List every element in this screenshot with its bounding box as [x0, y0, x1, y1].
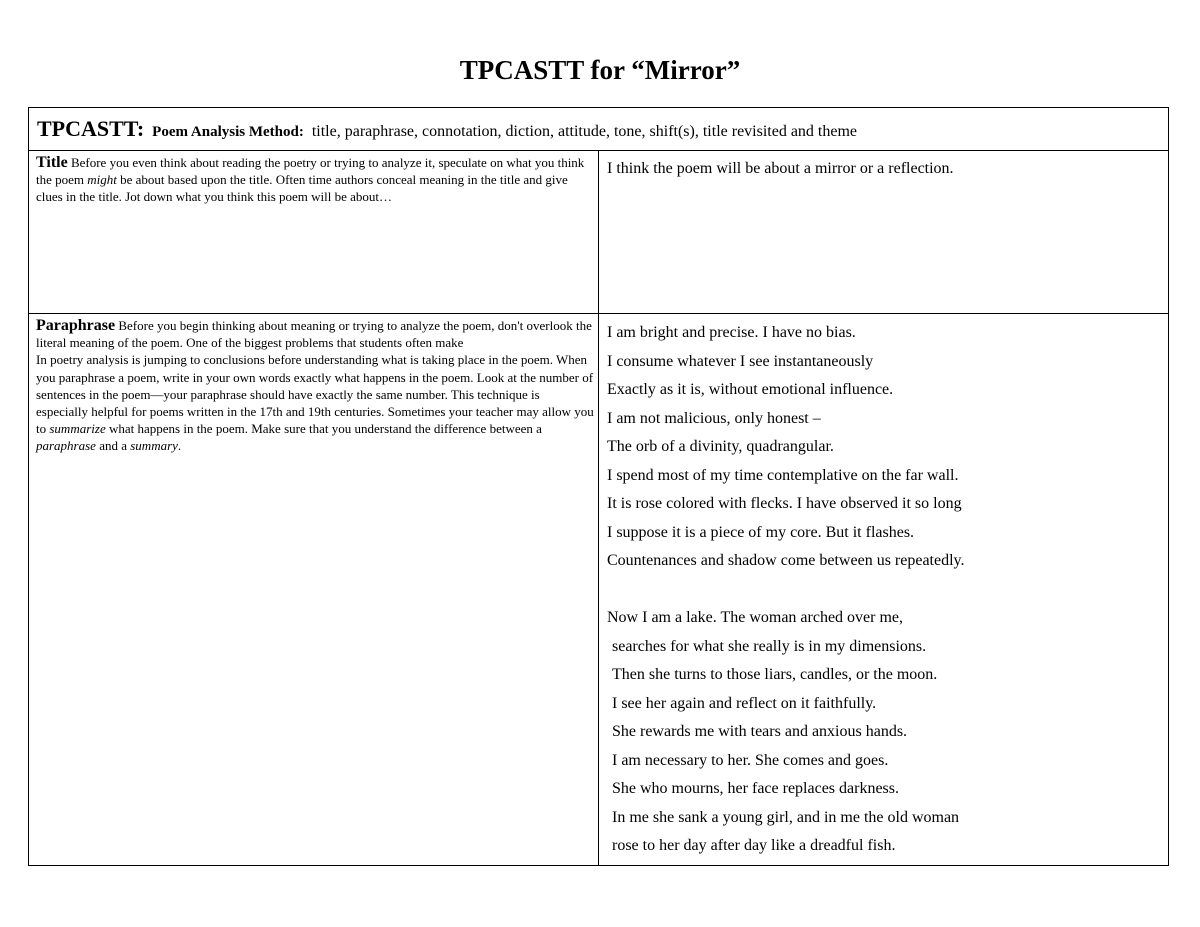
title-label: Title	[36, 154, 68, 171]
paraphrase-instr-italic2: paraphrase	[36, 438, 96, 454]
paraphrase-instr-part1: Before you begin thinking about meaning or trying to analyze the poem, don't overlook the literal meaning of the poem. One of the biggest problems that students often make	[36, 318, 592, 351]
tpcastt-heading: TPCASTT	[37, 116, 137, 141]
poem-line: It is rose colored with flecks. I have observed it so long	[607, 495, 962, 512]
heading-colon: :	[136, 116, 145, 141]
title-instr-part1: Before you even think about reading the poetry or trying to analyze it, speculate on what you think the poem	[36, 155, 585, 188]
paraphrase-instr-part5: .	[177, 438, 182, 454]
poem-line: searches for what she really is in my dimensions.	[612, 637, 927, 655]
header-cell	[29, 108, 1169, 151]
title-instr-part2: be about based upon the title. Often time authors conceal meaning in the title and give clues in the title. Jot down what you think this poem will be about…	[36, 172, 568, 205]
poem-line: Now I am a lake. The woman arched over me,	[607, 609, 904, 626]
poem-line: She rewards me with tears and anxious hands.	[612, 723, 908, 740]
poem-line: rose to her day after day like a dreadful fish.	[612, 837, 896, 854]
poem-line: I see her again and reflect on it faithfully.	[612, 694, 877, 712]
poem-line: The orb of a divinity, quadrangular.	[607, 438, 834, 455]
stanza-break	[607, 580, 1168, 609]
paraphrase-response-cell[interactable]	[599, 314, 1169, 866]
paraphrase-label: Paraphrase	[36, 317, 116, 334]
title-row	[29, 151, 1169, 314]
poem-line: She who mourns, her face replaces darkness.	[612, 780, 900, 797]
poem-line: Exactly as it is, without emotional influence.	[607, 381, 894, 398]
method-label: Poem Analysis Method:	[152, 124, 304, 140]
poem-line: I am necessary to her. She comes and goes.	[612, 751, 889, 769]
poem-line: In me she sank a young girl, and in me the old woman	[612, 808, 960, 826]
poem-line: I consume whatever I see instantaneously	[607, 352, 874, 370]
poem-line: I am bright and precise. I have no bias.	[607, 324, 856, 341]
title-instr-italic: might	[87, 172, 117, 188]
paraphrase-instr-part3: what happens in the poem. Make sure that you understand the difference between a	[105, 421, 542, 437]
poem-line: I suppose it is a piece of my core. But it flashes.	[607, 523, 915, 541]
title-response: I think the poem will be about a mirror or a reflection.	[607, 160, 954, 177]
paraphrase-instructions	[29, 314, 599, 866]
poem-line: I spend most of my time contemplative on the far wall.	[607, 466, 959, 484]
title-instructions	[29, 151, 599, 314]
paraphrase-instr-part4: and a	[95, 438, 131, 454]
document-title: TPCASTT for “Mirror”	[459, 55, 741, 85]
paraphrase-row	[29, 314, 1169, 866]
header-row	[29, 108, 1169, 151]
poem-line: Then she turns to those liars, candles, or the moon.	[612, 666, 938, 683]
paraphrase-instr-part2: In poetry analysis is jumping to conclusions before understanding what is taking place in the poem. When you paraphrase a poem, write in your own words exactly what happens in the poem. Look at the number of sentences in the poem—your paraphrase should have exactly the same number. This technique is especially helpful for poems written in the 17th and 19th centuries. Sometimes your teacher may allow you to	[36, 352, 594, 437]
poem-line: I am not malicious, only honest –	[607, 409, 821, 427]
poem-line: Countenances and shadow come between us repeatedly.	[607, 552, 965, 569]
method-list: title, paraphrase, connotation, diction, attitude, tone, shift(s), title revisited and theme	[311, 123, 858, 140]
paraphrase-instr-italic1: summarize	[49, 421, 106, 437]
tpcastt-table	[28, 107, 1169, 866]
title-response-cell[interactable]	[599, 151, 1169, 314]
paraphrase-instr-italic3: summary	[130, 438, 178, 454]
